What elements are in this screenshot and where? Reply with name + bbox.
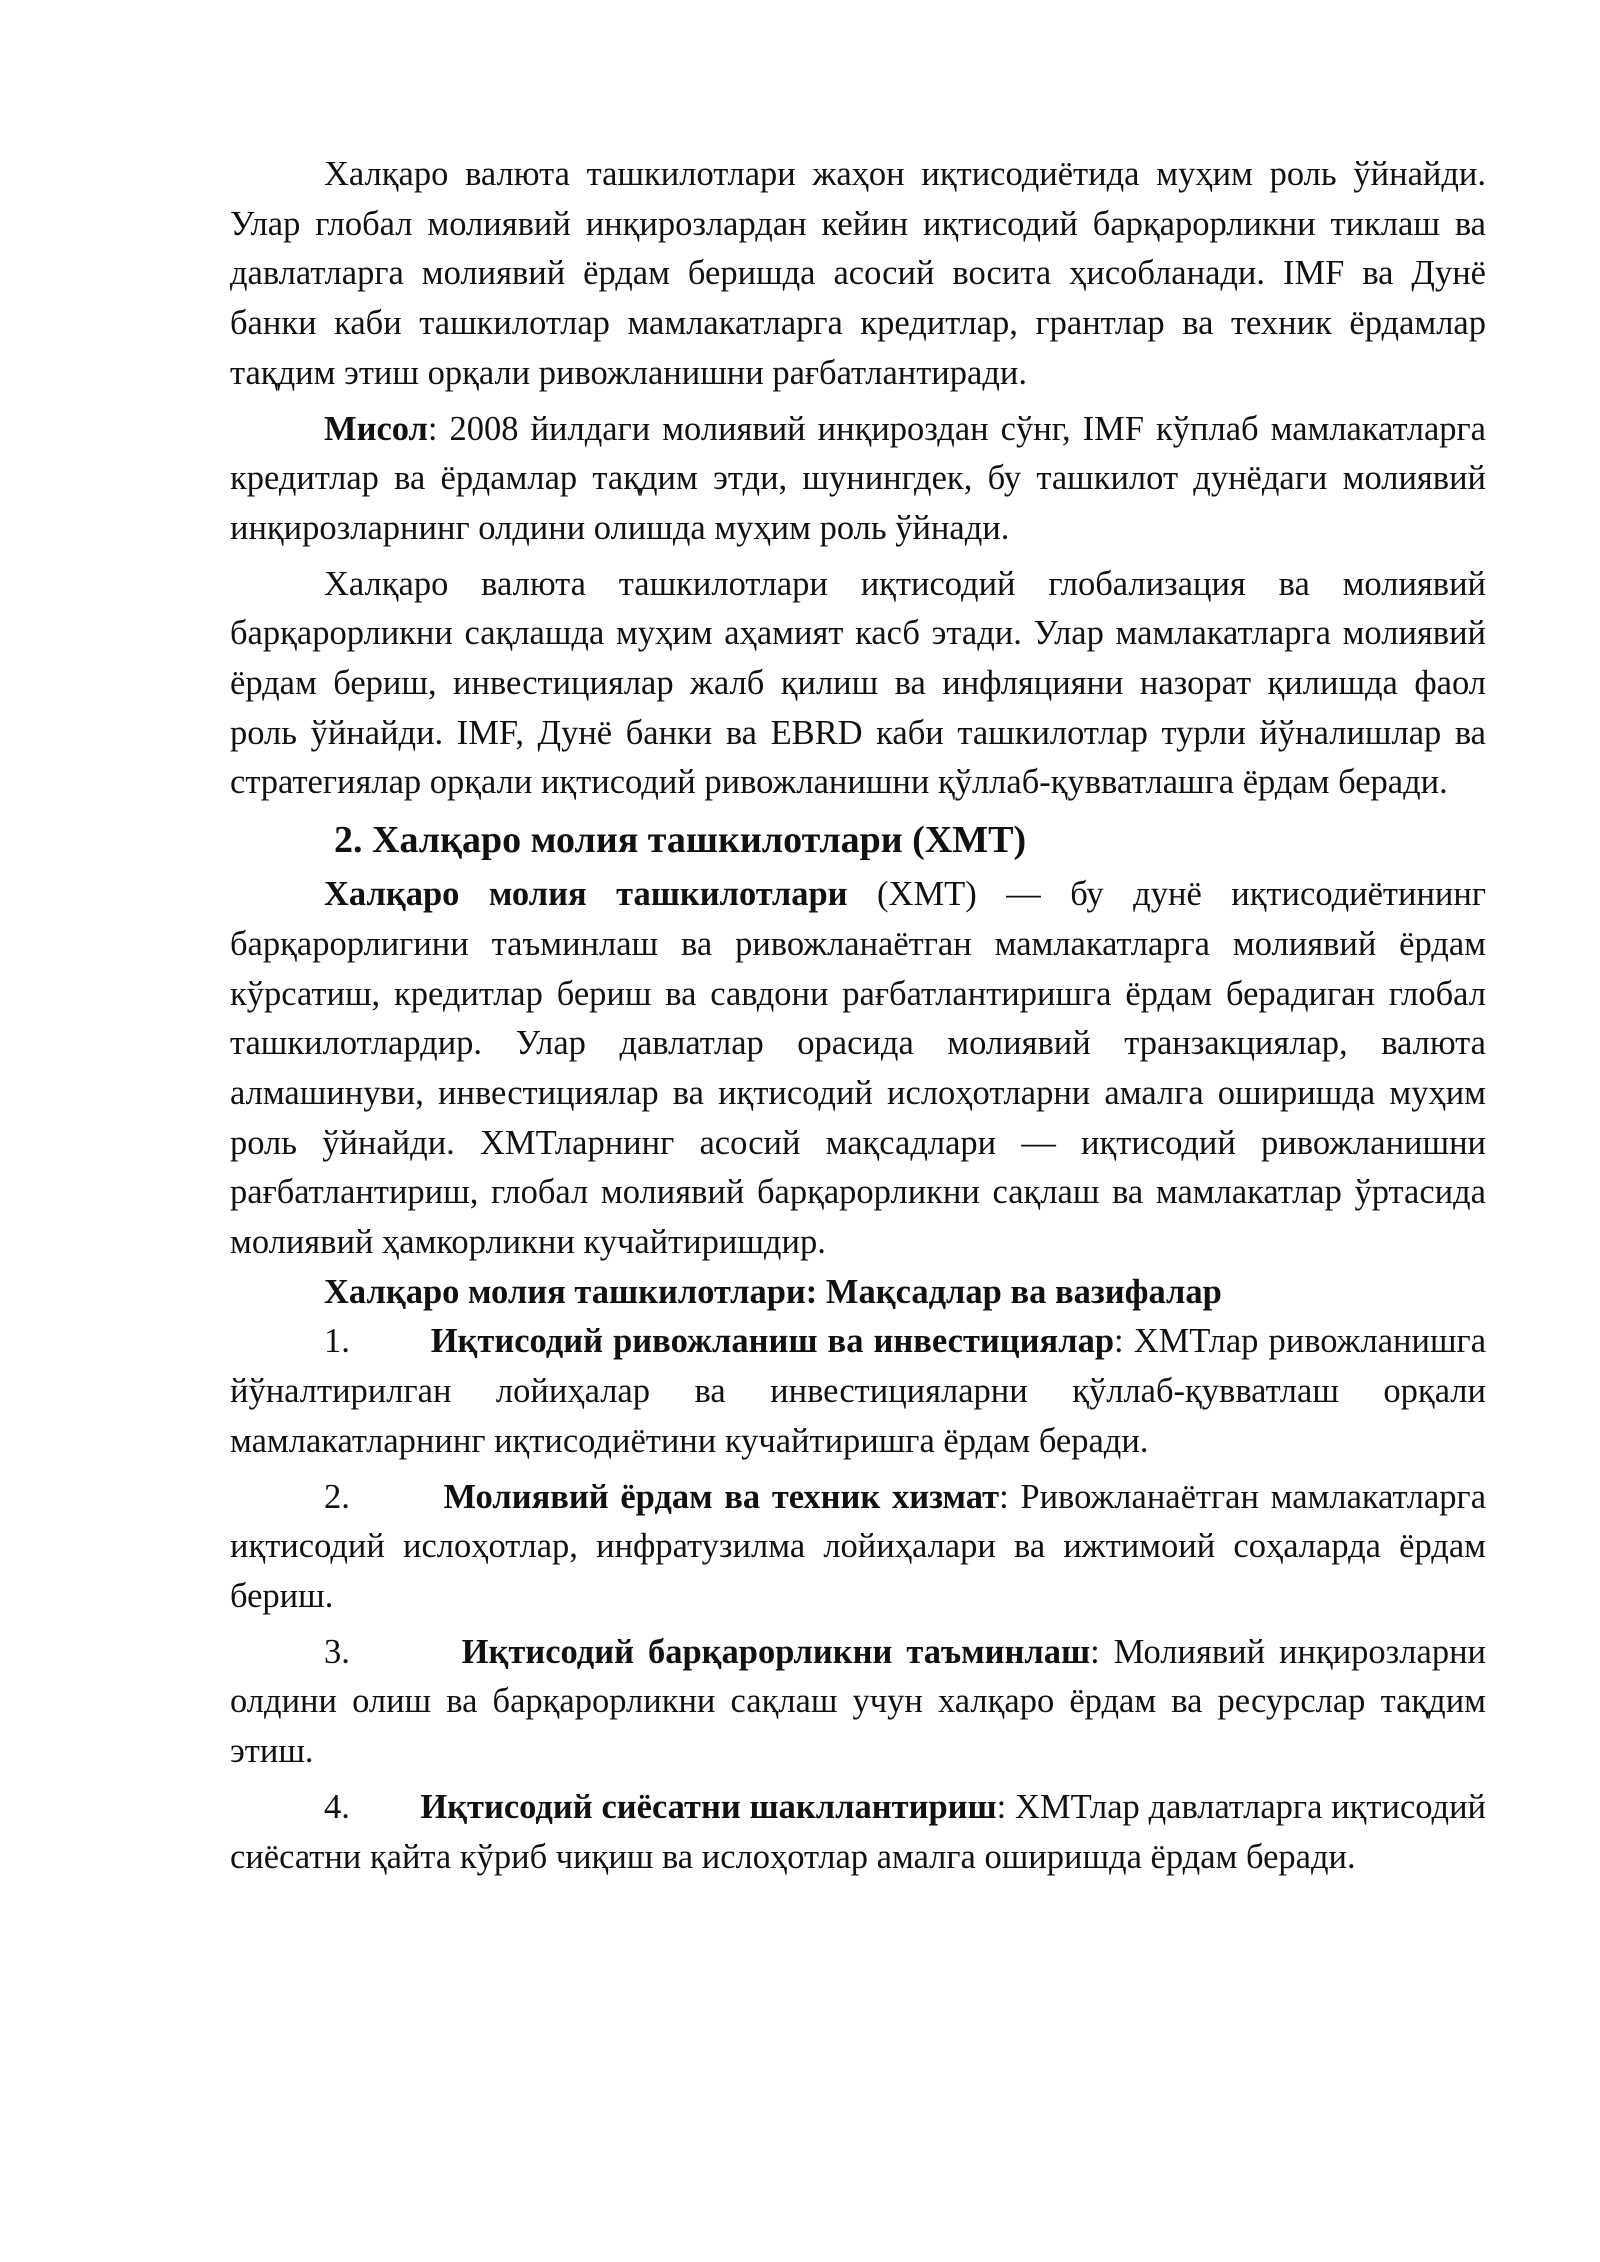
section-intro-label: Халқаро молия ташкилотлари — [324, 875, 848, 914]
list-item-title: Молиявий ёрдам ва техник хизмат — [443, 1477, 1000, 1516]
list-item-title: Иқтисодий барқарорликни таъминлаш — [461, 1632, 1091, 1671]
section-intro — [230, 870, 1486, 1268]
example-text: : 2008 йилдаги молиявий инқироздан сўнг, IMF кўплаб мамлакатларга кредитлар ва ёрдамлар тақдим этди, шунингдек, бу ташкилот дунёдаги молиявий инқирозларнинг олдини олишда муҳим роль ўйнади. — [230, 409, 1486, 547]
document-page — [230, 150, 1486, 1882]
goals-subheading — [230, 1268, 1486, 1318]
paragraph-summary — [230, 560, 1486, 809]
list-item-number: 4. — [324, 1787, 350, 1826]
list-item-number: 3. — [324, 1632, 350, 1671]
list-item-number: 1. — [324, 1322, 350, 1361]
list-item — [230, 1628, 1486, 1777]
paragraph-example — [230, 405, 1486, 554]
list-item-number: 2. — [324, 1477, 350, 1516]
paragraph-summary-text: Халқаро валюта ташкилотлари иқтисодий глобализация ва молиявий барқарорликни сақлашда муҳим аҳамият касб этади. Улар мамлакатларга молиявий ёрдам бериш, инвестициялар жалб қилиш ва инфляцияни назорат қилишда фаол роль ўйнайди. IMF, Дунё банки ва EBRD каби ташкилотлар турли йўналишлар ва стратегиялар орқали иқтисодий ривожланишни қўллаб-қувватлашга ёрдам беради. — [230, 564, 1486, 802]
list-item — [230, 1783, 1486, 1882]
example-label: Мисол — [324, 409, 428, 448]
list-item-text: : ХМТлар давлатларга иқтисодий сиёсатни қайта кўриб чиқиш ва ислоҳотлар амалга оширишда ёрдам беради. — [230, 1787, 1487, 1876]
list-item-title: Иқтисодий сиёсатни шакллантириш — [420, 1787, 997, 1826]
list-item — [230, 1317, 1486, 1466]
paragraph-intro — [230, 150, 1486, 399]
list-item-text: : ХМТлар ривожланишга йўналтирилган лойиҳалар ва инвестицияларни қўллаб-қувватлаш орқали мамлакатларнинг иқтисодиётини кучайтиришга ёрдам беради. — [230, 1322, 1487, 1460]
list-item-title: Иқтисодий ривожланиш ва инвестициялар — [430, 1322, 1115, 1361]
goals-subheading-text: Халқаро молия ташкилотлари: Мақсадлар ва вазифалар — [324, 1272, 1222, 1311]
section-heading: 2. Халқаро молия ташкилотлари (ХМТ) — [334, 819, 1027, 862]
paragraph-intro-text: Халқаро валюта ташкилотлари жаҳон иқтисодиётида муҳим роль ўйнайди. Улар глобал молиявий инқирозлардан кейин иқтисодий барқарорликни тиклаш ва давлатларга молиявий ёрдам беришда асосий восита ҳисобланади. IMF ва Дунё банки каби ташкилотлар мамлакатларга кредитлар, грантлар ва техник ёрдамлар тақдим этиш орқали ривожланишни рағбатлантиради. — [230, 155, 1486, 392]
section-intro-text: (ХМТ) — бу дунё иқтисодиётининг барқарорлигини таъминлаш ва ривожланаётган мамлакатларга молиявий ёрдам кўрсатиш, кредитлар бериш ва савдони рағбатлантиришга ёрдам берадиган глобал ташкилотлардир. Улар давлатлар орасида молиявий транзакциялар, валюта алмашинуви, инвестициялар ва иқтисодий ислоҳотларни амалга оширишда муҳим роль ўйнайди. ХМТларнинг асосий мақсадлари — иқтисодий ривожланишни рағбатлантириш, глобал молиявий барқарорликни сақлаш ва мамлакатлар ўртасида молиявий ҳамкорликни кучайтиришдир. — [230, 875, 1486, 1262]
list-item — [230, 1473, 1486, 1622]
list-item-text: : Ривожланаётган мамлакатларга иқтисодий ислоҳотлар, инфратузилма лойиҳалари ва ижтимоий соҳаларда ёрдам бериш. — [230, 1477, 1487, 1615]
list-item-text: : Молиявий инқирозларни олдини олиш ва барқарорликни сақлаш учун халқаро ёрдам ва ресурслар тақдим этиш. — [230, 1632, 1487, 1771]
